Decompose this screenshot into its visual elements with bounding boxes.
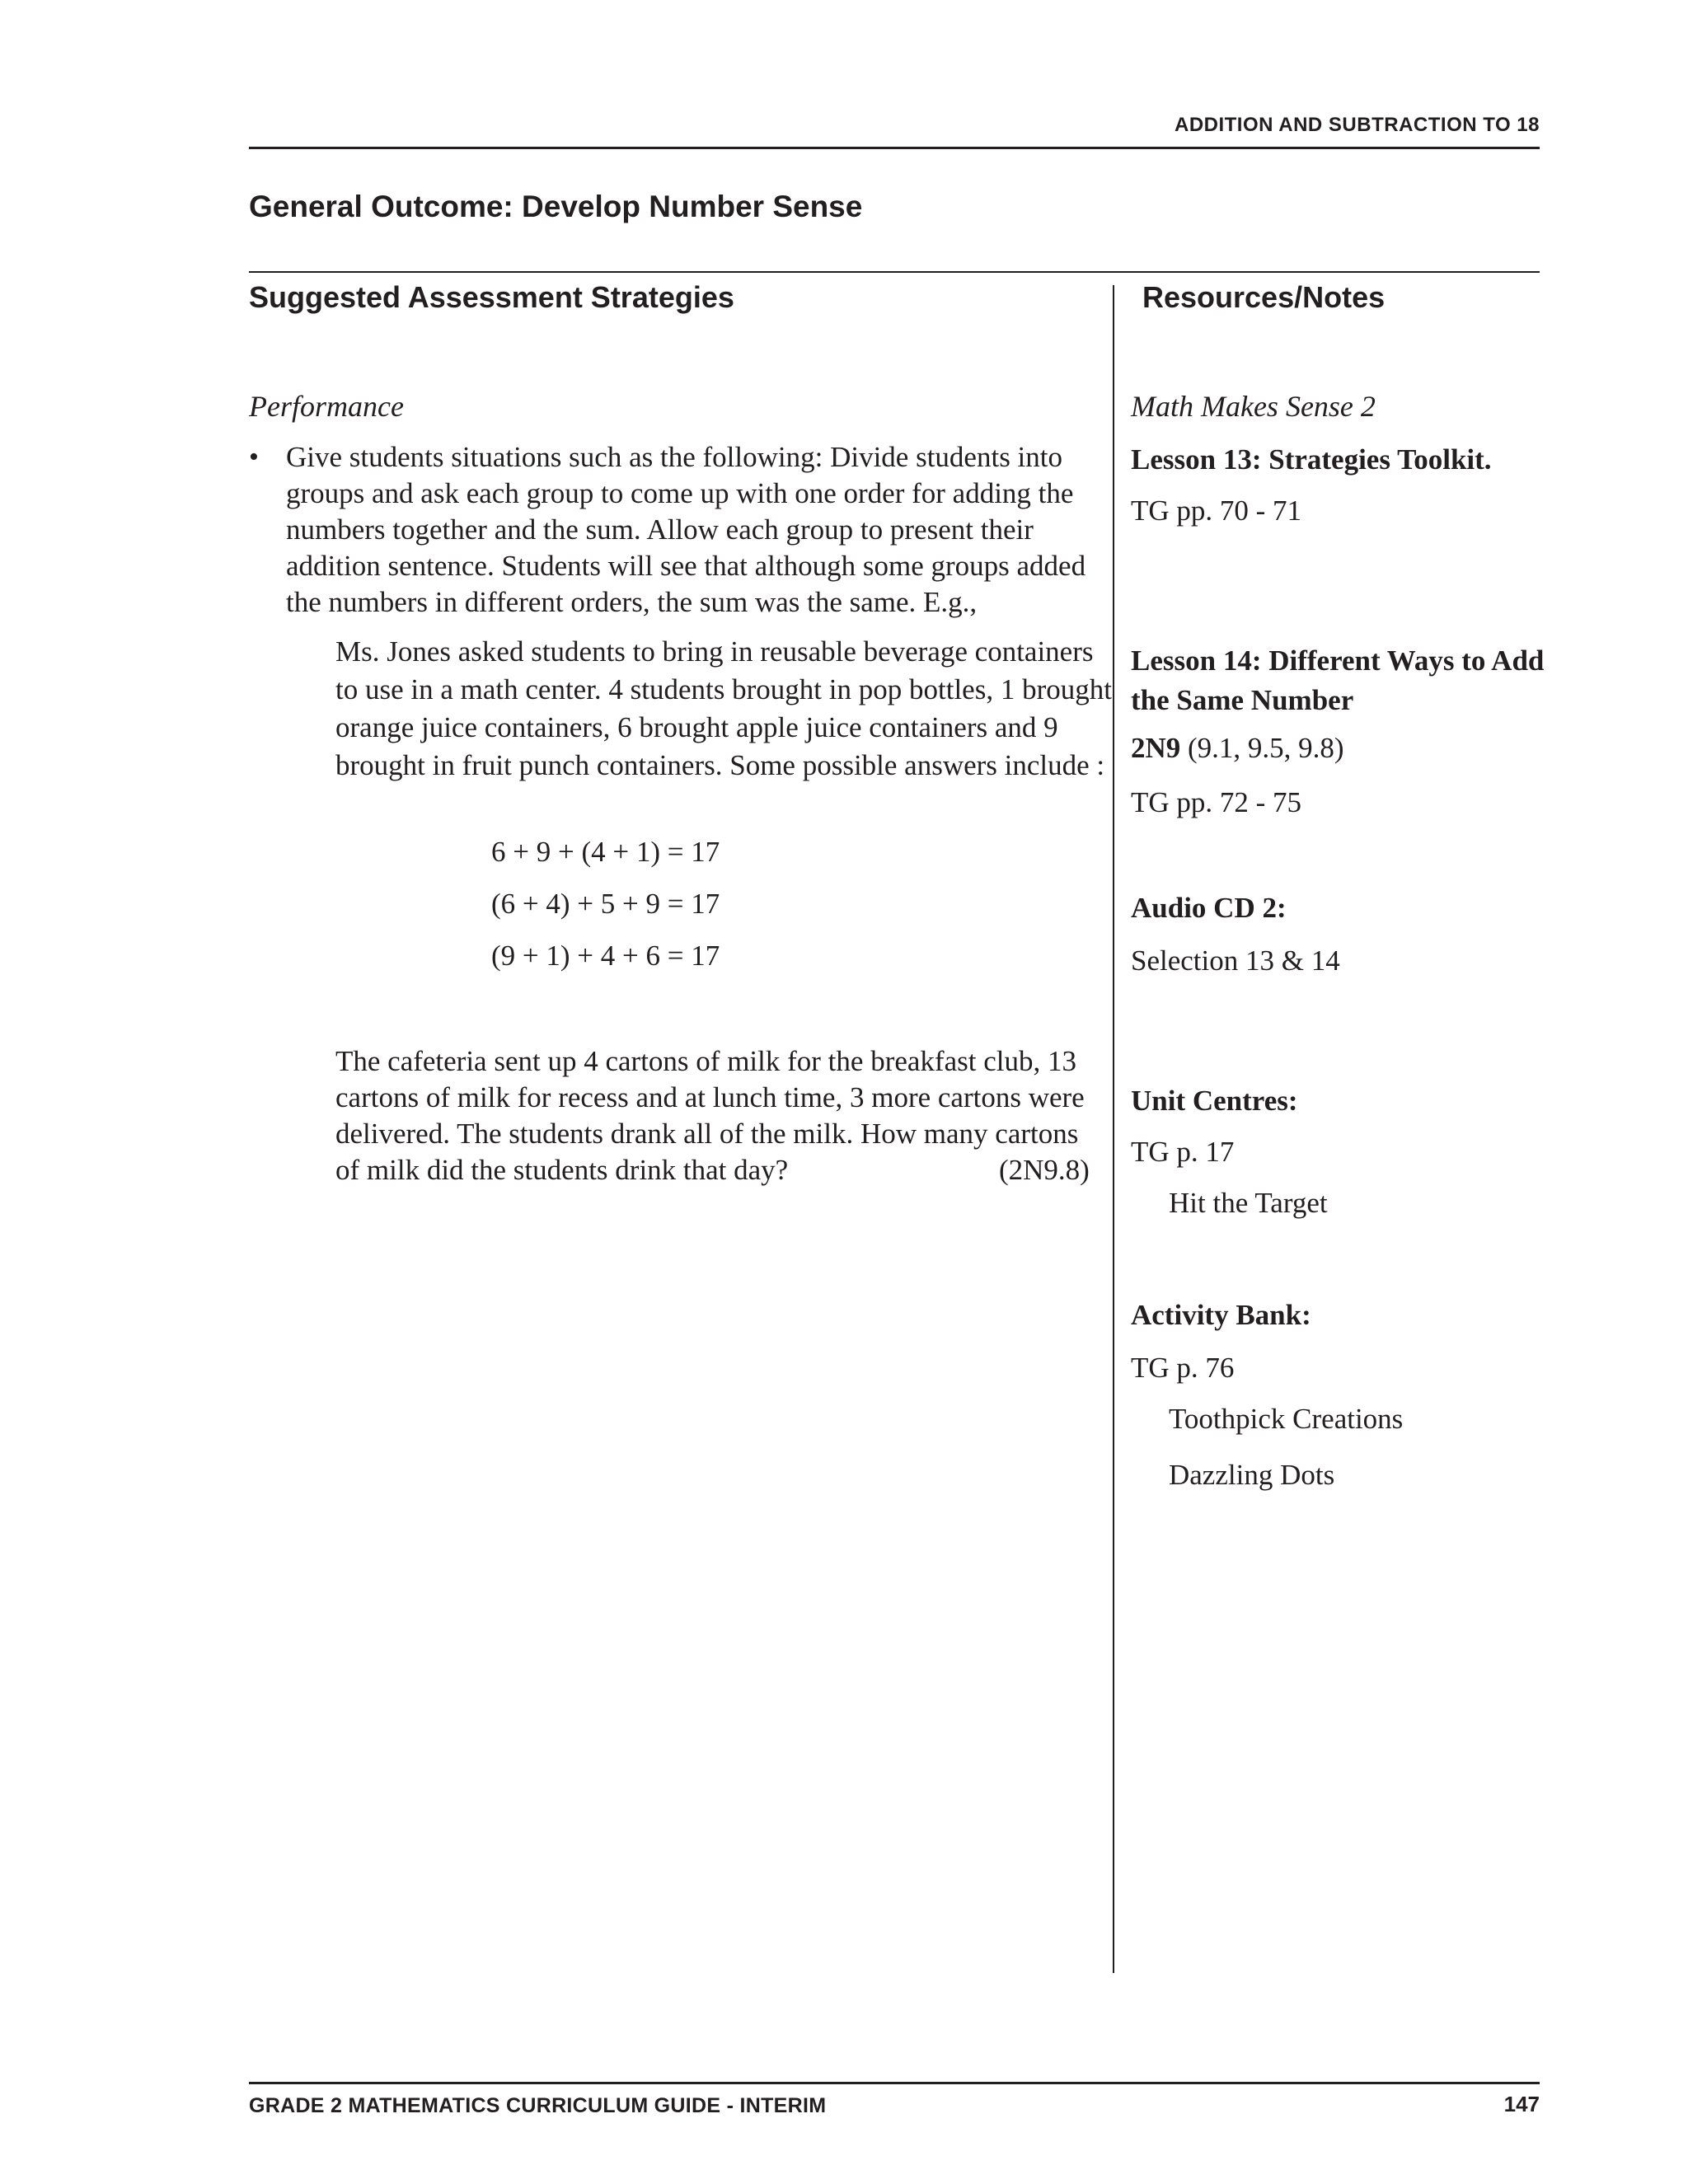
audio-cd-selection: Selection 13 & 14: [1131, 944, 1340, 977]
example-beverage-containers: Ms. Jones asked students to bring in reusable beverage containers to use in a math center. 4 students brought in pop bottles, 1 brought orange juice containers, 6 brought apple juice containers and 9 brought in fruit punch containers. Some possible answers include :: [335, 635, 1112, 781]
outcome-rule: [249, 271, 1540, 273]
resources-column-heading: Resources/Notes: [1142, 280, 1386, 314]
lesson-13-title: Lesson 13: Strategies Toolkit.: [1131, 443, 1492, 476]
lesson-13-pages: TG pp. 70 - 71: [1131, 494, 1302, 527]
activity-bank-item: Toothpick Creations: [1169, 1403, 1404, 1435]
activity-bank-item: Dazzling Dots: [1169, 1459, 1335, 1491]
lesson-14-title: Lesson 14: Different Ways to Add the Same Number: [1131, 644, 1545, 716]
page-number: 147: [1503, 2092, 1540, 2116]
header-rule: [249, 147, 1540, 149]
column-divider: [1113, 285, 1114, 1973]
performance-label: Performance: [249, 390, 404, 423]
unit-centres-pages: TG p. 17: [1131, 1136, 1235, 1168]
activity-bank-title: Activity Bank:: [1131, 1299, 1311, 1331]
activity-bank-pages: TG p. 76: [1131, 1352, 1235, 1384]
equation: 6 + 9 + (4 + 1) = 17: [491, 836, 720, 868]
running-head: ADDITION AND SUBTRACTION TO 18: [1174, 114, 1540, 136]
bullet-marker: •: [249, 442, 259, 472]
equation: (9 + 1) + 4 + 6 = 17: [491, 940, 720, 972]
page-title: General Outcome: Develop Number Sense: [249, 190, 863, 223]
footer-guide-title: GRADE 2 MATHEMATICS CURRICULUM GUIDE - INTERIM: [249, 2094, 827, 2117]
lesson-14-pages: TG pp. 72 - 75: [1131, 786, 1302, 818]
outcome-code: 2N9: [1131, 732, 1181, 764]
outcome-detail: (9.1, 9.5, 9.8): [1180, 732, 1344, 764]
outcome-code: (2N9.8): [999, 1154, 1090, 1186]
equation: (6 + 4) + 5 + 9 = 17: [491, 888, 720, 920]
example-milk-cartons: The cafeteria sent up 4 cartons of milk for the breakfast club, 13 cartons of milk for recess and at lunch time, 3 more cartons were delivered. The students drank all of the milk. How many cartons of milk did the students drink that day?: [335, 1045, 1085, 1186]
unit-centres-title: Unit Centres:: [1131, 1085, 1298, 1117]
assessment-column-heading: Suggested Assessment Strategies: [249, 280, 734, 314]
lesson-14-outcomes: [1131, 732, 1344, 765]
footer-rule: [249, 2082, 1540, 2084]
audio-cd-title: Audio CD 2:: [1131, 892, 1287, 924]
unit-centres-item: Hit the Target: [1169, 1187, 1328, 1219]
assessment-bullet-text: Give students situations such as the following: Divide students into groups and ask each group to come up with one order for adding the numbers together and the sum. Allow each group to present their addition sentence. Students will see that although some groups added the numbers in different orders, the sum was the same. E.g.,: [286, 441, 1086, 618]
resource-book-title: Math Makes Sense 2: [1131, 390, 1376, 423]
